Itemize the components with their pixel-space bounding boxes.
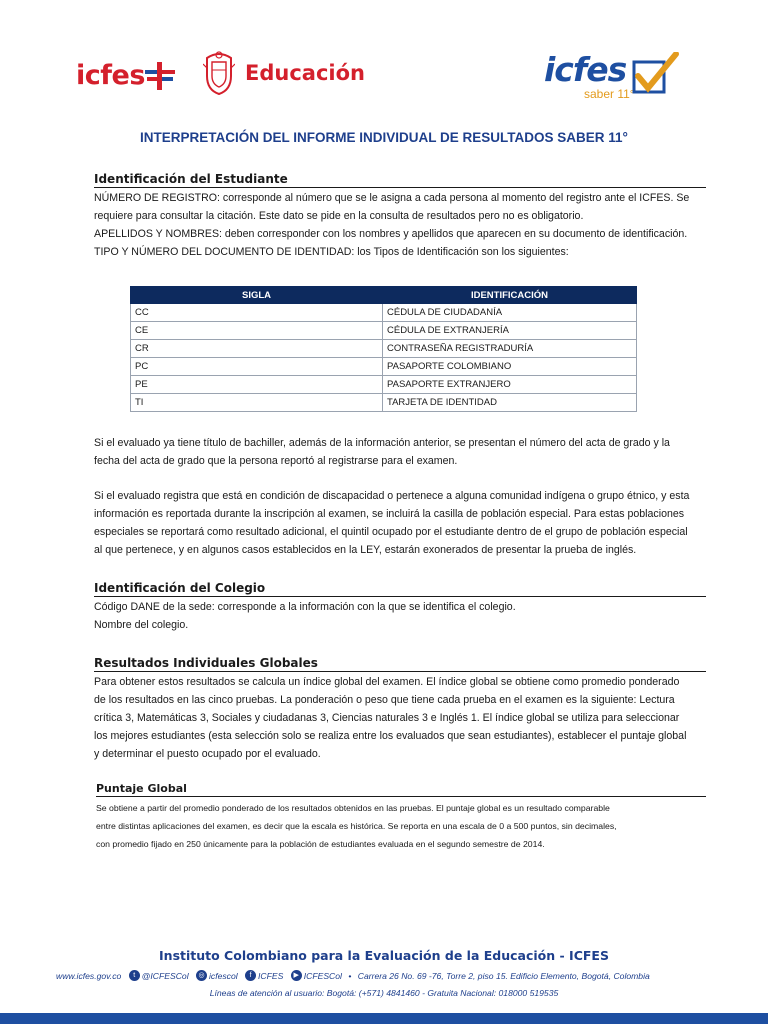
icfes-saber-wordmark: icfes: [544, 50, 627, 89]
text-line: Código DANE de la sede: corresponde a la información con la que se identifica el colegio.: [94, 601, 516, 613]
column-header-identificacion: IDENTIFICACIÓN: [383, 287, 637, 304]
text-line: especiales se reportará como resultado adicional, el quintil ocupado por el estudiante dentro de el grupo de población especial: [94, 526, 688, 538]
facebook-handle[interactable]: ICFES: [258, 970, 284, 981]
table-cell: CR: [131, 340, 383, 358]
table-row: [131, 322, 637, 340]
column-header-sigla: SIGLA: [131, 287, 383, 304]
table-row: [131, 340, 637, 358]
footer-phone-lines: Líneas de atención al usuario: Bogotá: (+571) 4841460 - Gratuita Nacional: 018000 519535: [209, 988, 559, 998]
text-line: al que pertenece, y en algunos casos establecidos en la LEY, estarán exonerados de presentar la prueba de inglés.: [94, 544, 637, 556]
bullet-separator: •: [348, 970, 352, 981]
facebook-icon: f: [245, 970, 256, 981]
id-types-table: [130, 286, 637, 412]
table-row: [131, 394, 637, 412]
table-row: [131, 358, 637, 376]
school-section-body: [94, 598, 706, 634]
school-section-heading: Identificación del Colegio: [94, 581, 706, 597]
student-section-heading: Identificación del Estudiante: [94, 172, 706, 188]
twitter-handle[interactable]: @ICFESCol: [141, 970, 189, 981]
text-line: Para obtener estos resultados se calcula un índice global del examen. El índice global se obtiene como promedio ponderado: [94, 676, 680, 688]
coat-of-arms-icon: [203, 50, 235, 96]
page-header: [0, 44, 768, 114]
table-row: [131, 376, 637, 394]
text-line: crítica 3, Matemáticas 3, Sociales y ciudadanas 3, Ciencias naturales 3 e Inglés 1. El índice global se utiliza para seleccionar: [94, 712, 680, 724]
global-results-heading: Resultados Individuales Globales: [94, 656, 706, 672]
global-score-body: [96, 799, 706, 853]
icfes-logo: icfes: [76, 60, 145, 91]
table-cell: CÉDULA DE EXTRANJERÍA: [383, 322, 637, 340]
instagram-icon: ◎: [196, 970, 207, 981]
table-header-row: [131, 287, 637, 304]
footer-institute-name: Instituto Colombiano para la Evaluación de la Educación - ICFES: [159, 948, 609, 963]
text-line: entre distintas aplicaciones del examen, es decir que la escala es histórica. Se reporta en una escala de 0 a 500 puntos, sin decimales,: [96, 821, 617, 831]
table-cell: PASAPORTE COLOMBIANO: [383, 358, 637, 376]
table-cell: CC: [131, 304, 383, 322]
text-line: con promedio fijado en 250 únicamente para la población de estudiantes evaluada en el segundo semestre de 2014.: [96, 839, 545, 849]
table-cell: CE: [131, 322, 383, 340]
table-row: [131, 304, 637, 322]
footer-color-bar: [0, 1013, 768, 1024]
text-line: información es reportada durante la inscripción al examen, se incluirá la casilla de población especial. Para estas poblaciones: [94, 508, 685, 520]
checkmark-logo-icon: [628, 52, 680, 98]
special-population-paragraph: [94, 487, 706, 559]
text-line: Se obtiene a partir del promedio ponderado de los resultados obtenidos en las pruebas. El puntaje global es un resultado comparable: [96, 803, 610, 813]
student-section-body: [94, 189, 706, 261]
table-cell: CONTRASEÑA REGISTRADURÍA: [383, 340, 637, 358]
table-cell: PC: [131, 358, 383, 376]
table-cell: TARJETA DE IDENTIDAD: [383, 394, 637, 412]
youtube-icon: ▶: [291, 970, 302, 981]
text-line: Si el evaluado registra que está en condición de discapacidad o pertenece a alguna comunidad indígena o grupo étnico, y esta: [94, 490, 690, 502]
website-link[interactable]: www.icfes.gov.co: [56, 970, 122, 981]
saber-11-label: saber 11°: [584, 87, 635, 101]
footer-address: Carrera 26 No. 69 -76, Torre 2, piso 15. Edificio Elemento, Bogotá, Colombia: [357, 970, 650, 981]
footer-contact-line: [56, 970, 716, 981]
table-cell: TI: [131, 394, 383, 412]
text-line: y determinar el puesto ocupado por el evaluado.: [94, 748, 321, 760]
text-line: de los resultados en las cinco pruebas. La ponderación o peso que tiene cada prueba en el examen es la siguiente: Lectura: [94, 694, 675, 706]
document-title: INTERPRETACIÓN DEL INFORME INDIVIDUAL DE RESULTADOS SABER 11°: [140, 130, 628, 145]
table-cell: PASAPORTE EXTRANJERO: [383, 376, 637, 394]
instagram-handle[interactable]: icfescol: [209, 970, 238, 981]
bachiller-paragraph: [94, 434, 706, 470]
twitter-icon: t: [129, 970, 140, 981]
text-line: TIPO Y NÚMERO DEL DOCUMENTO DE IDENTIDAD: los Tipos de Identificación son los siguientes:: [94, 246, 569, 258]
text-line: NÚMERO DE REGISTRO: corresponde al número que se le asigna a cada persona al momento del registro ante el ICFES. Se: [94, 192, 690, 204]
text-line: Si el evaluado ya tiene título de bachiller, además de la información anterior, se presentan el número del acta de grado y la: [94, 437, 670, 449]
global-results-body: [94, 673, 706, 763]
text-line: Nombre del colegio.: [94, 619, 189, 631]
table-cell: CÉDULA DE CIUDADANÍA: [383, 304, 637, 322]
global-score-heading: Puntaje Global: [96, 782, 706, 797]
text-line: fecha del acta de grado que la persona reportó al registrarse para el examen.: [94, 455, 458, 467]
icfes-saber11-logo: [544, 50, 684, 106]
text-line: APELLIDOS Y NOMBRES: deben corresponder con los nombres y apellidos que aparecen en su documento de identificación.: [94, 228, 688, 240]
text-line: requiere para consultar la citación. Este dato se pide en la consulta de resultados pero no es obligatorio.: [94, 210, 584, 222]
table-cell: PE: [131, 376, 383, 394]
text-line: los mejores estudiantes (esta selección solo se realiza entre los evaluados que sean estudiantes), establecer el puntaje global: [94, 730, 687, 742]
icfes-plus-logo-icon: [145, 62, 175, 90]
ministry-education-logo: Educación: [245, 61, 365, 85]
youtube-handle[interactable]: ICFESCol: [303, 970, 342, 981]
